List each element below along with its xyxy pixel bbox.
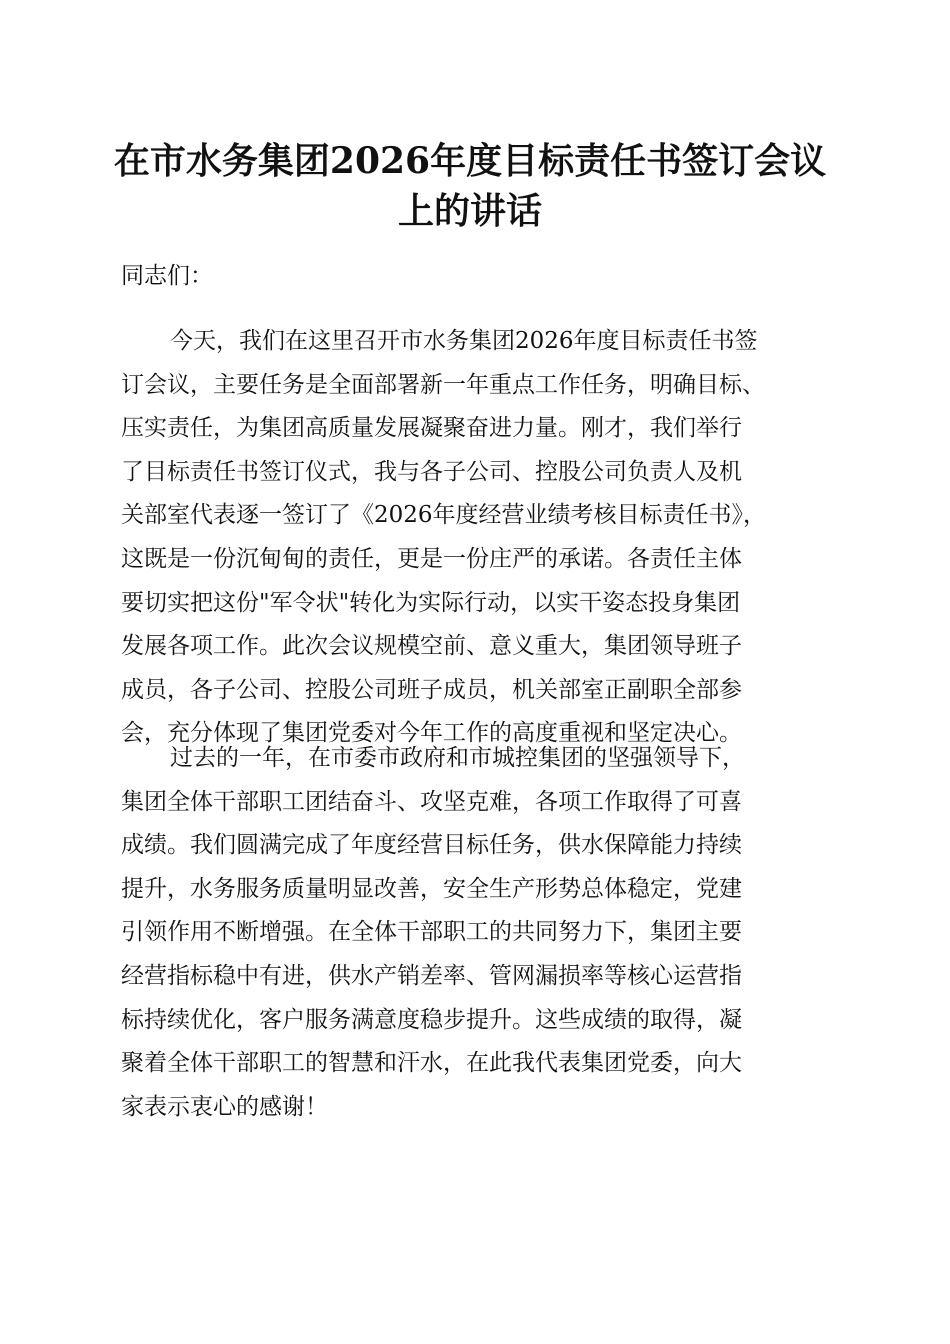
paragraph-line: 成绩。我们圆满完成了年度经营目标任务，供水保障能力持续 — [121, 832, 742, 859]
paragraph-line: 要切实把这份"军令状"转化为实际行动，以实干姿态投身集团 — [121, 589, 741, 616]
paragraph-line: 关部室代表逐一签订了《2026年度经营业绩考核目标责任书》， — [121, 502, 767, 529]
paragraph-line: 引领作用不断增强。在全体干部职工的共同努力下，集团主要 — [121, 919, 742, 946]
paragraph-1 — [121, 320, 841, 756]
paragraph-line: 家表示衷心的感谢！ — [121, 1093, 328, 1120]
title-line: 在市水务集团2026年度目标责任书签订会议 — [113, 140, 827, 182]
title-line: 上的讲话 — [397, 190, 542, 232]
greeting: 同志们： — [121, 263, 213, 289]
paragraph-line: 今天，我们在这里召开市水务集团2026年度目标责任书签 — [170, 328, 758, 354]
paragraph-line: 集团全体干部职工团结奋斗、攻坚克难，各项工作取得了可喜 — [121, 788, 742, 815]
paragraph-line: 成员，各子公司、控股公司班子成员，机关部室正副职全部参 — [121, 676, 742, 703]
paragraph-line: 订会议，主要任务是全面部署新一年重点工作任务，明确目标、 — [121, 371, 765, 398]
document-title — [100, 136, 840, 236]
paragraph-line: 这既是一份沉甸甸的责任，更是一份庄严的承诺。各责任主体 — [121, 545, 742, 572]
paragraph-line: 聚着全体干部职工的智慧和汗水，在此我代表集团党委，向大 — [121, 1050, 742, 1077]
paragraph-line: 标持续优化，客户服务满意度稳步提升。这些成绩的取得，凝 — [121, 1006, 742, 1033]
paragraph-line: 过去的一年，在市委市政府和市城控集团的坚强领导下， — [170, 745, 745, 771]
paragraph-line: 了目标责任书签订仪式，我与各子公司、控股公司负责人及机 — [121, 458, 742, 485]
paragraph-line: 发展各项工作。此次会议规模空前、意义重大，集团领导班子 — [121, 633, 742, 660]
paragraph-line: 会，充分体现了集团党委对今年工作的高度重视和坚定决心。 — [121, 720, 742, 747]
paragraph-line: 经营指标稳中有进，供水产销差率、管网漏损率等核心运营指 — [121, 962, 742, 989]
paragraph-2 — [121, 737, 841, 1129]
paragraph-line: 压实责任，为集团高质量发展凝聚奋进力量。刚才，我们举行 — [121, 415, 742, 442]
paragraph-line: 提升，水务服务质量明显改善，安全生产形势总体稳定，党建 — [121, 875, 742, 902]
